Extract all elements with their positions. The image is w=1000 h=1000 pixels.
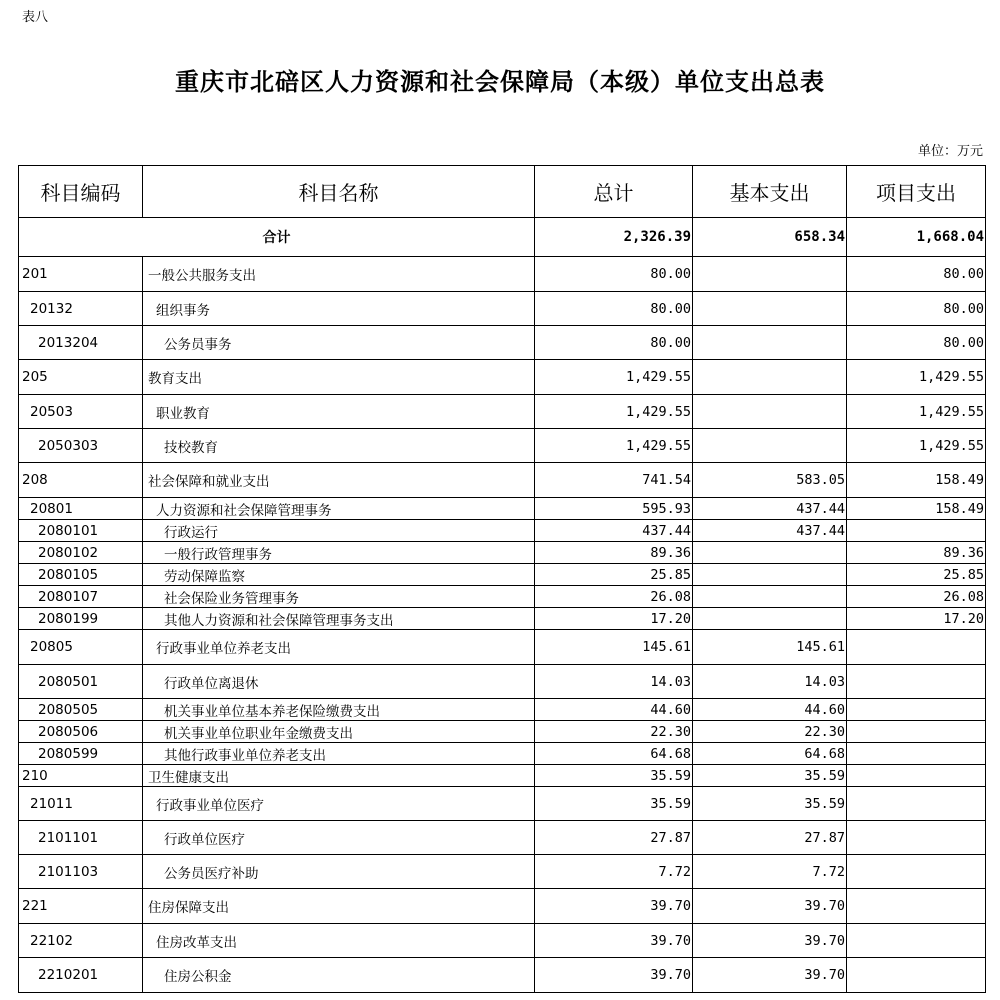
row-project: 80.00 bbox=[847, 292, 986, 326]
row-total: 22.30 bbox=[535, 721, 693, 743]
row-basic: 39.70 bbox=[693, 889, 847, 924]
row-basic: 39.70 bbox=[693, 924, 847, 958]
row-name: 机关事业单位基本养老保险缴费支出 bbox=[143, 699, 535, 721]
table-row bbox=[19, 542, 986, 564]
row-code: 210 bbox=[19, 765, 143, 787]
row-total: 25.85 bbox=[535, 564, 693, 586]
row-basic: 22.30 bbox=[693, 721, 847, 743]
row-name: 其他人力资源和社会保障管理事务支出 bbox=[143, 608, 535, 630]
row-total: 1,429.55 bbox=[535, 360, 693, 395]
row-code: 205 bbox=[19, 360, 143, 395]
row-code: 20801 bbox=[19, 498, 143, 520]
row-total: 1,429.55 bbox=[535, 429, 693, 463]
table-row bbox=[19, 257, 986, 292]
table-row bbox=[19, 889, 986, 924]
unit-label: 单位：万元 bbox=[917, 144, 983, 159]
table-row bbox=[19, 564, 986, 586]
row-total: 39.70 bbox=[535, 958, 693, 993]
expenditure-table bbox=[18, 165, 986, 993]
row-code: 20805 bbox=[19, 630, 143, 665]
row-name: 人力资源和社会保障管理事务 bbox=[143, 498, 535, 520]
row-project: 158.49 bbox=[847, 498, 986, 520]
row-total: 14.03 bbox=[535, 665, 693, 699]
row-code: 2080102 bbox=[19, 542, 143, 564]
total-basic: 658.34 bbox=[693, 218, 847, 257]
row-basic bbox=[693, 586, 847, 608]
table-header-row bbox=[19, 166, 986, 218]
table-row bbox=[19, 586, 986, 608]
row-basic: 44.60 bbox=[693, 699, 847, 721]
row-name: 技校教育 bbox=[143, 429, 535, 463]
row-total: 39.70 bbox=[535, 889, 693, 924]
row-total: 27.87 bbox=[535, 821, 693, 855]
page-title: 重庆市北碚区人力资源和社会保障局（本级）单位支出总表 bbox=[175, 67, 825, 96]
table-row bbox=[19, 765, 986, 787]
row-basic bbox=[693, 257, 847, 292]
row-code: 2080599 bbox=[19, 743, 143, 765]
row-total: 595.93 bbox=[535, 498, 693, 520]
table-row bbox=[19, 360, 986, 395]
total-label: 合计 bbox=[19, 218, 535, 257]
row-total: 39.70 bbox=[535, 924, 693, 958]
row-code: 2210201 bbox=[19, 958, 143, 993]
row-project: 158.49 bbox=[847, 463, 986, 498]
table-number: 表八 bbox=[22, 10, 49, 25]
row-name: 一般行政管理事务 bbox=[143, 542, 535, 564]
row-project bbox=[847, 699, 986, 721]
row-code: 208 bbox=[19, 463, 143, 498]
row-code: 20503 bbox=[19, 395, 143, 429]
row-project: 26.08 bbox=[847, 586, 986, 608]
row-project: 1,429.55 bbox=[847, 429, 986, 463]
row-basic bbox=[693, 542, 847, 564]
row-basic: 27.87 bbox=[693, 821, 847, 855]
row-basic bbox=[693, 360, 847, 395]
row-project: 17.20 bbox=[847, 608, 986, 630]
row-total: 17.20 bbox=[535, 608, 693, 630]
header-total: 总计 bbox=[535, 166, 693, 218]
total-sum: 2,326.39 bbox=[535, 218, 693, 257]
row-code: 2080107 bbox=[19, 586, 143, 608]
row-basic: 7.72 bbox=[693, 855, 847, 889]
table-row bbox=[19, 787, 986, 821]
row-name: 行政事业单位养老支出 bbox=[143, 630, 535, 665]
row-name: 一般公共服务支出 bbox=[143, 257, 535, 292]
row-name: 住房保障支出 bbox=[143, 889, 535, 924]
row-project: 1,429.55 bbox=[847, 395, 986, 429]
row-basic bbox=[693, 429, 847, 463]
table-row bbox=[19, 429, 986, 463]
row-total: 1,429.55 bbox=[535, 395, 693, 429]
table-row bbox=[19, 520, 986, 542]
row-basic: 14.03 bbox=[693, 665, 847, 699]
row-name: 行政事业单位医疗 bbox=[143, 787, 535, 821]
row-total: 145.61 bbox=[535, 630, 693, 665]
table-row bbox=[19, 699, 986, 721]
row-project bbox=[847, 520, 986, 542]
row-code: 2101103 bbox=[19, 855, 143, 889]
row-basic: 39.70 bbox=[693, 958, 847, 993]
row-basic: 35.59 bbox=[693, 765, 847, 787]
row-code: 2080506 bbox=[19, 721, 143, 743]
row-code: 22102 bbox=[19, 924, 143, 958]
row-code: 201 bbox=[19, 257, 143, 292]
row-basic bbox=[693, 326, 847, 360]
row-total: 26.08 bbox=[535, 586, 693, 608]
row-name: 机关事业单位职业年金缴费支出 bbox=[143, 721, 535, 743]
row-total: 80.00 bbox=[535, 292, 693, 326]
row-project bbox=[847, 665, 986, 699]
row-total: 64.68 bbox=[535, 743, 693, 765]
row-basic bbox=[693, 395, 847, 429]
row-code: 2080505 bbox=[19, 699, 143, 721]
row-code: 2080199 bbox=[19, 608, 143, 630]
row-name: 社会保险业务管理事务 bbox=[143, 586, 535, 608]
row-name: 教育支出 bbox=[143, 360, 535, 395]
table-row bbox=[19, 608, 986, 630]
table-row bbox=[19, 463, 986, 498]
row-basic: 64.68 bbox=[693, 743, 847, 765]
row-project bbox=[847, 924, 986, 958]
row-name: 劳动保障监察 bbox=[143, 564, 535, 586]
row-code: 2080501 bbox=[19, 665, 143, 699]
row-basic: 583.05 bbox=[693, 463, 847, 498]
row-code: 2080105 bbox=[19, 564, 143, 586]
table-row bbox=[19, 743, 986, 765]
row-project bbox=[847, 958, 986, 993]
header-code: 科目编码 bbox=[19, 166, 143, 218]
table-row bbox=[19, 665, 986, 699]
row-code: 20132 bbox=[19, 292, 143, 326]
row-name: 卫生健康支出 bbox=[143, 765, 535, 787]
row-total: 80.00 bbox=[535, 326, 693, 360]
row-code: 2080101 bbox=[19, 520, 143, 542]
row-code: 2013204 bbox=[19, 326, 143, 360]
row-project bbox=[847, 743, 986, 765]
row-total: 741.54 bbox=[535, 463, 693, 498]
row-total: 89.36 bbox=[535, 542, 693, 564]
row-basic bbox=[693, 292, 847, 326]
header-project: 项目支出 bbox=[847, 166, 986, 218]
row-project: 89.36 bbox=[847, 542, 986, 564]
table-row bbox=[19, 821, 986, 855]
row-project bbox=[847, 765, 986, 787]
row-basic: 35.59 bbox=[693, 787, 847, 821]
row-code: 2101101 bbox=[19, 821, 143, 855]
row-name: 住房改革支出 bbox=[143, 924, 535, 958]
table-row bbox=[19, 721, 986, 743]
header-basic: 基本支出 bbox=[693, 166, 847, 218]
row-name: 其他行政事业单位养老支出 bbox=[143, 743, 535, 765]
row-name: 住房公积金 bbox=[143, 958, 535, 993]
row-name: 行政运行 bbox=[143, 520, 535, 542]
row-project: 80.00 bbox=[847, 257, 986, 292]
table-row bbox=[19, 855, 986, 889]
row-name: 公务员医疗补助 bbox=[143, 855, 535, 889]
row-total: 80.00 bbox=[535, 257, 693, 292]
row-total: 35.59 bbox=[535, 765, 693, 787]
row-code: 2050303 bbox=[19, 429, 143, 463]
row-project bbox=[847, 721, 986, 743]
row-total: 7.72 bbox=[535, 855, 693, 889]
row-name: 组织事务 bbox=[143, 292, 535, 326]
row-name: 行政单位离退休 bbox=[143, 665, 535, 699]
row-basic: 437.44 bbox=[693, 498, 847, 520]
table-row bbox=[19, 924, 986, 958]
row-total: 35.59 bbox=[535, 787, 693, 821]
row-name: 行政单位医疗 bbox=[143, 821, 535, 855]
table-row bbox=[19, 498, 986, 520]
row-project bbox=[847, 821, 986, 855]
row-basic: 437.44 bbox=[693, 520, 847, 542]
row-basic: 145.61 bbox=[693, 630, 847, 665]
row-project: 80.00 bbox=[847, 326, 986, 360]
row-name: 公务员事务 bbox=[143, 326, 535, 360]
table-row bbox=[19, 630, 986, 665]
row-project: 1,429.55 bbox=[847, 360, 986, 395]
row-basic bbox=[693, 564, 847, 586]
table-row bbox=[19, 326, 986, 360]
row-project bbox=[847, 889, 986, 924]
row-project bbox=[847, 855, 986, 889]
table-row bbox=[19, 395, 986, 429]
row-project bbox=[847, 787, 986, 821]
row-code: 221 bbox=[19, 889, 143, 924]
row-project: 25.85 bbox=[847, 564, 986, 586]
table-row bbox=[19, 292, 986, 326]
row-code: 21011 bbox=[19, 787, 143, 821]
row-name: 职业教育 bbox=[143, 395, 535, 429]
total-row bbox=[19, 218, 986, 257]
row-name: 社会保障和就业支出 bbox=[143, 463, 535, 498]
row-basic bbox=[693, 608, 847, 630]
total-project: 1,668.04 bbox=[847, 218, 986, 257]
row-total: 44.60 bbox=[535, 699, 693, 721]
header-name: 科目名称 bbox=[143, 166, 535, 218]
table-row bbox=[19, 958, 986, 993]
row-total: 437.44 bbox=[535, 520, 693, 542]
row-project bbox=[847, 630, 986, 665]
